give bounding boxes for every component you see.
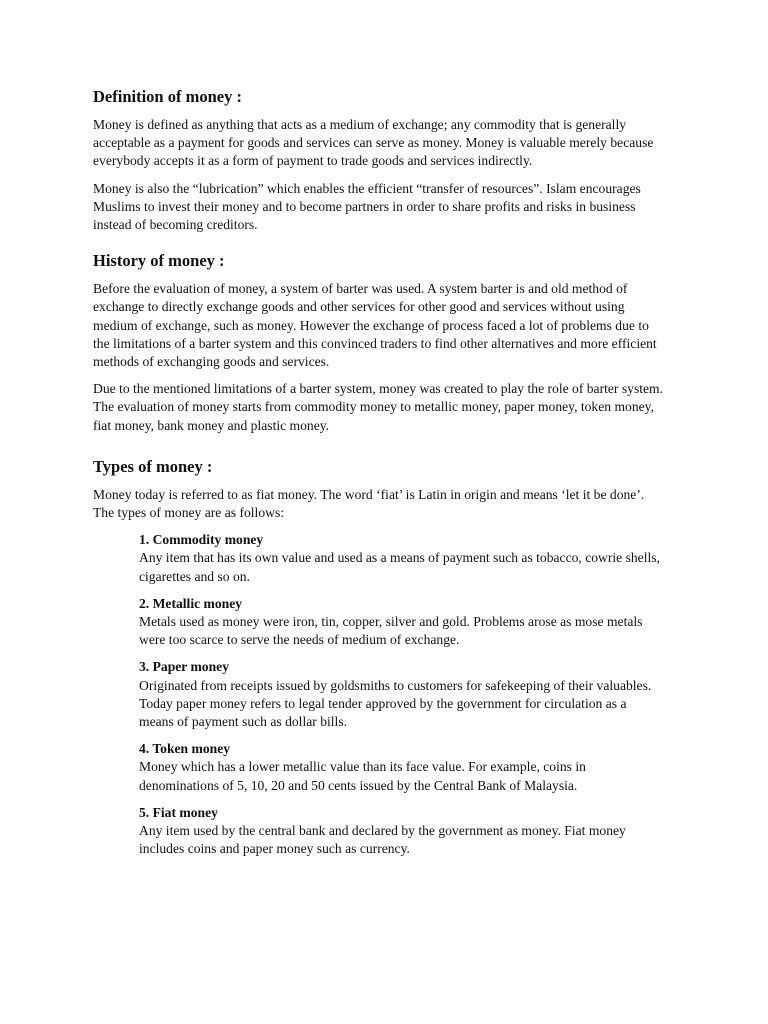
types-heading: Types of money :: [93, 456, 213, 476]
definition-section: [93, 86, 663, 234]
type-description: Any item that has its own value and used as a means of payment such as tobacco, cowrie shells, cigarettes and so on.: [139, 550, 660, 584]
document-page: [93, 86, 663, 875]
types-intro: Money today is referred to as fiat money. The word ‘fiat’ is Latin in origin and means ‘let it be done’. The types of money are as follows:: [93, 486, 645, 521]
list-item: [139, 740, 663, 795]
type-description: Any item used by the central bank and declared by the government as money. Fiat money includes coins and paper money such as currency.: [139, 823, 626, 857]
history-section: [93, 250, 663, 435]
list-item: [139, 804, 663, 859]
type-title: 2. Metallic money: [139, 595, 243, 611]
type-description: Originated from receipts issued by goldsmiths to customers for safekeeping of their valuables. Today paper money refers to legal tender approved by the government for circulation as a means of payment such as dollar bills.: [139, 677, 652, 730]
type-title: 4. Token money: [139, 741, 231, 757]
type-title: 5. Fiat money: [139, 804, 218, 820]
definition-paragraph: Money is also the “lubrication” which enables the efficient “transfer of resources”. Islam encourages Muslims to invest their money and to become partners in order to share profits and risks in business instead of becoming creditors.: [93, 180, 641, 233]
type-title: 3. Paper money: [139, 659, 229, 675]
history-paragraph: Due to the mentioned limitations of a barter system, money was created to play the role of barter system. The evaluation of money starts from commodity money to metallic money, paper money, token money, fiat money, bank money and plastic money.: [93, 381, 664, 433]
list-item: [139, 658, 663, 731]
definition-paragraph: Money is defined as anything that acts as a medium of exchange; any commodity that is generally acceptable as a payment for goods and services can serve as money. Money is valuable merely because everybody accepts it as a form of payment to trade goods and services indirectly.: [93, 117, 654, 169]
type-description: Metals used as money were iron, tin, copper, silver and gold. Problems arose as mose metals were too scarce to serve the needs of medium of exchange.: [139, 614, 643, 648]
history-paragraph: Before the evaluation of money, a system of barter was used. A system barter is and old method of exchange to directly exchange goods and other services for other good and services without using medium of exchange, such as money. However the exchange of process faced a lot of problems due to the limitations of a barter system and this convinced traders to find other alternatives and more efficient methods of exchanging goods and services.: [93, 281, 657, 370]
history-heading: History of money :: [93, 251, 225, 271]
types-section: [93, 456, 663, 859]
list-item: [139, 595, 663, 650]
type-description: Money which has a lower metallic value than its face value. For example, coins in denominations of 5, 10, 20 and 50 cents issued by the Central Bank of Malaysia.: [139, 759, 586, 793]
types-list: [93, 531, 663, 858]
definition-heading: Definition of money :: [93, 87, 242, 106]
type-title: 1. Commodity money: [139, 532, 264, 548]
list-item: [139, 531, 663, 586]
